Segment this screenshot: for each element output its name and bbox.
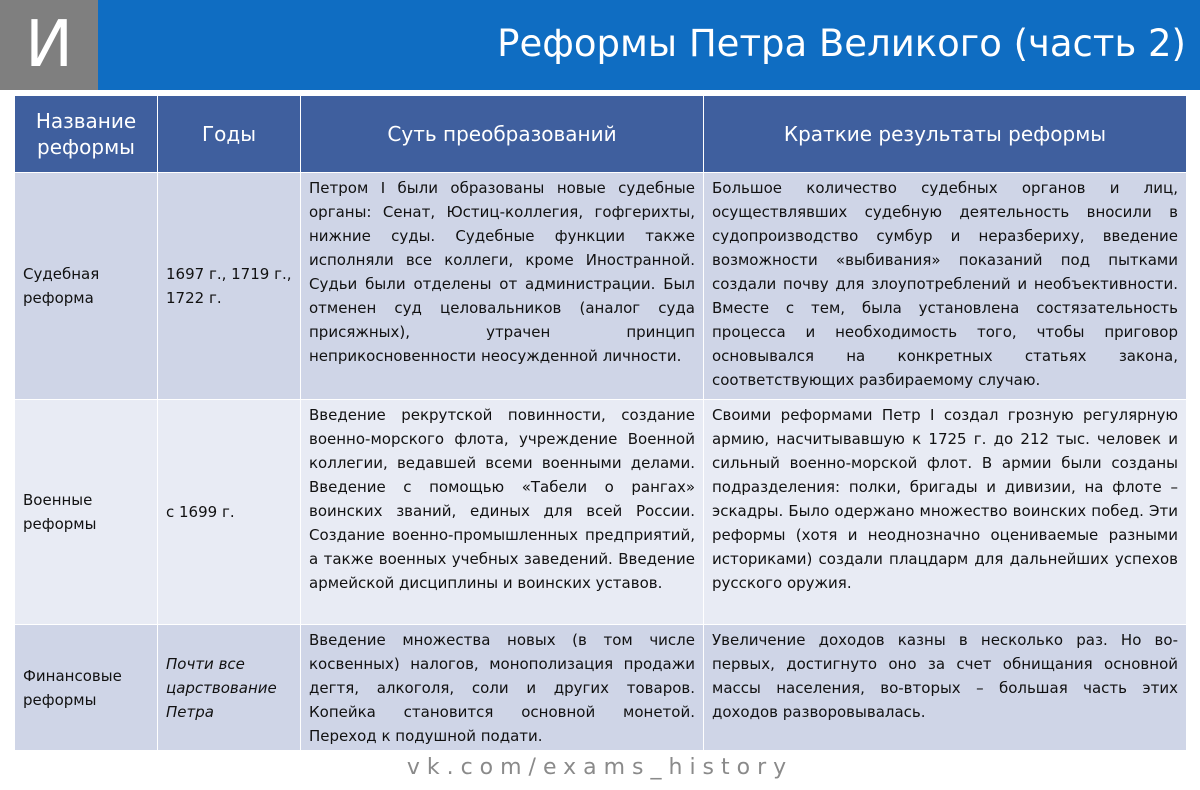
page-title: Реформы Петра Великого (часть 2) <box>497 22 1186 65</box>
table-row <box>15 625 1187 751</box>
column-header-years: Годы <box>158 96 301 173</box>
table-row <box>15 400 1187 625</box>
reform-results: Увеличение доходов казны в несколько раз. Но во-первых, достигнуто оно за счет обнищания основной массы населения, во-вторых – большая часть этих доходов разворовывалась. <box>704 625 1187 751</box>
table-row <box>15 173 1187 400</box>
logo-letter: И <box>25 8 73 82</box>
column-header-essence: Суть преобразований <box>301 96 704 173</box>
reform-essence: Введение рекрутской повинности, создание военно-морского флота, учреждение Военной коллегии, ведавшей всеми военными делами. Введение с помощью «Табели о рангах» воинских званий, единых для всей России. Создание военно-промышленных предприятий, а также военных учебных заведений. Введение армейской дисциплины и воинских уставов. <box>301 400 704 625</box>
reform-name: Финансовые реформы <box>15 625 158 751</box>
reform-essence: Петром I были образованы новые судебные органы: Сенат, Юстиц-коллегия, гофгерихты, нижние суды. Судебные функции также исполняли все коллеги, кроме Иностранной. Судьи были отделены от администрации. Был отменен суд целовальников (аналог суда присяжных), утрачен принцип неприкосновенности неосужденной личности. <box>301 173 704 400</box>
reform-essence: Введение множества новых (в том числе косвенных) налогов, монополизация продажи дегтя, алкоголя, соли и других товаров. Копейка становится основной монетой. Переход к подушной подати. <box>301 625 704 751</box>
reform-name: Военные реформы <box>15 400 158 625</box>
footer-link: vk.com/exams_history <box>406 755 794 780</box>
reform-years: с 1699 г. <box>158 400 301 625</box>
column-header-name: Название реформы <box>15 96 158 173</box>
reform-years: 1697 г., 1719 г., 1722 г. <box>158 173 301 400</box>
reform-years: Почти все царствование Петра <box>158 625 301 751</box>
logo <box>0 0 98 90</box>
reform-name: Судебная реформа <box>15 173 158 400</box>
reforms-table <box>14 95 1187 751</box>
table-header-row <box>15 96 1187 173</box>
header-bar <box>0 0 1200 90</box>
reform-results: Своими реформами Петр I создал грозную регулярную армию, насчитывавшую к 1725 г. до 212 тыс. человек и сильный военно-морской флот. В армии были созданы подразделения: полки, бригады и дивизии, на флоте – эскадры. Было одержано множество воинских побед. Эти реформы (хотя и неоднозначно оцениваемые разными историками) создали плацдарм для дальнейших успехов русского оружия. <box>704 400 1187 625</box>
reform-results: Большое количество судебных органов и лиц, осуществлявших судебную деятельность вносили в судопроизводство сумбур и неразбериху, введение возможности «выбивания» показаний под пытками создали почву для злоупотреблений и необъективности. Вместе с тем, была установлена состязательность процесса и необходимость того, чтобы приговор основывался на конкретных статьях закона, соответствующих разбираемому случаю. <box>704 173 1187 400</box>
column-header-results: Краткие результаты реформы <box>704 96 1187 173</box>
